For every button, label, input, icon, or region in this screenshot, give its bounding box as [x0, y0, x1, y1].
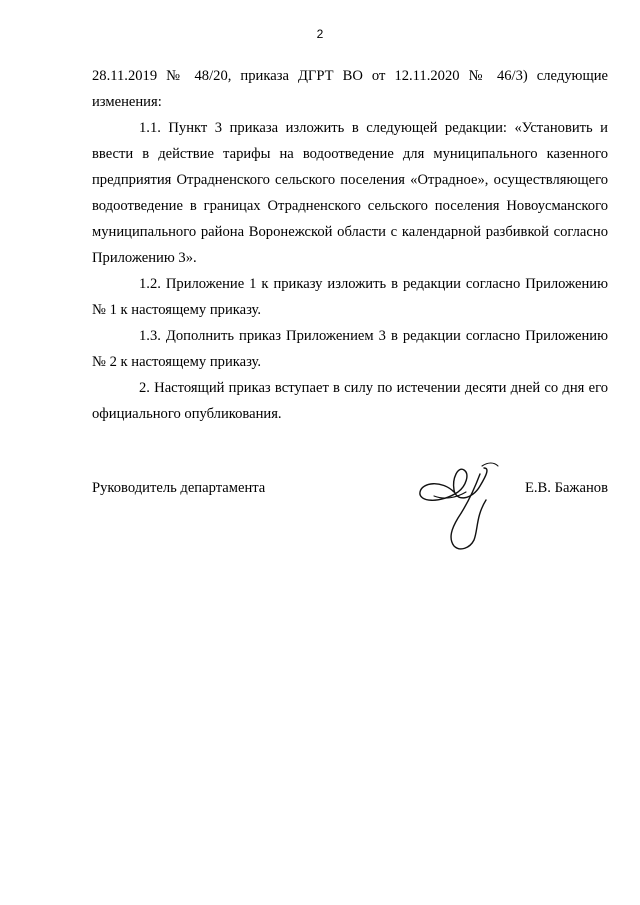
- paragraph-item-1-1: 1.1. Пункт 3 приказа изложить в следующей редакции: «Установить и ввести в действие тарифы на водоотведение для муниципального казенного предприятия Отрадненского сельского поселения «Отрадное», осуществляющего водоотведение в границах Отрадненского сельского поселения Новоусманского муниципального района Воронежской области с календарной разбивкой согласно Приложению 3».: [92, 120, 608, 266]
- paragraph-item-2: 2. Настоящий приказ вступает в силу по истечении десяти дней со дня его официального опубликования.: [92, 380, 608, 422]
- paragraph-intro: 28.11.2019 № 48/20, приказа ДГРТ ВО от 12.11.2020 № 46/3) следующие изменения:: [92, 68, 608, 110]
- document-body: [92, 63, 608, 427]
- signatory-name: Е.В. Бажанов: [524, 480, 608, 496]
- handwritten-signature-icon: [414, 456, 514, 566]
- signatory-role: Руководитель департамента: [92, 480, 266, 496]
- signature-block: [92, 480, 608, 580]
- paragraph-item-1-2: 1.2. Приложение 1 к приказу изложить в редакции согласно Приложению № 1 к настоящему приказу.: [92, 276, 608, 318]
- paragraph-item-1-3: 1.3. Дополнить приказ Приложением 3 в редакции согласно Приложению № 2 к настоящему приказу.: [92, 328, 608, 370]
- page-number: 2: [316, 27, 324, 41]
